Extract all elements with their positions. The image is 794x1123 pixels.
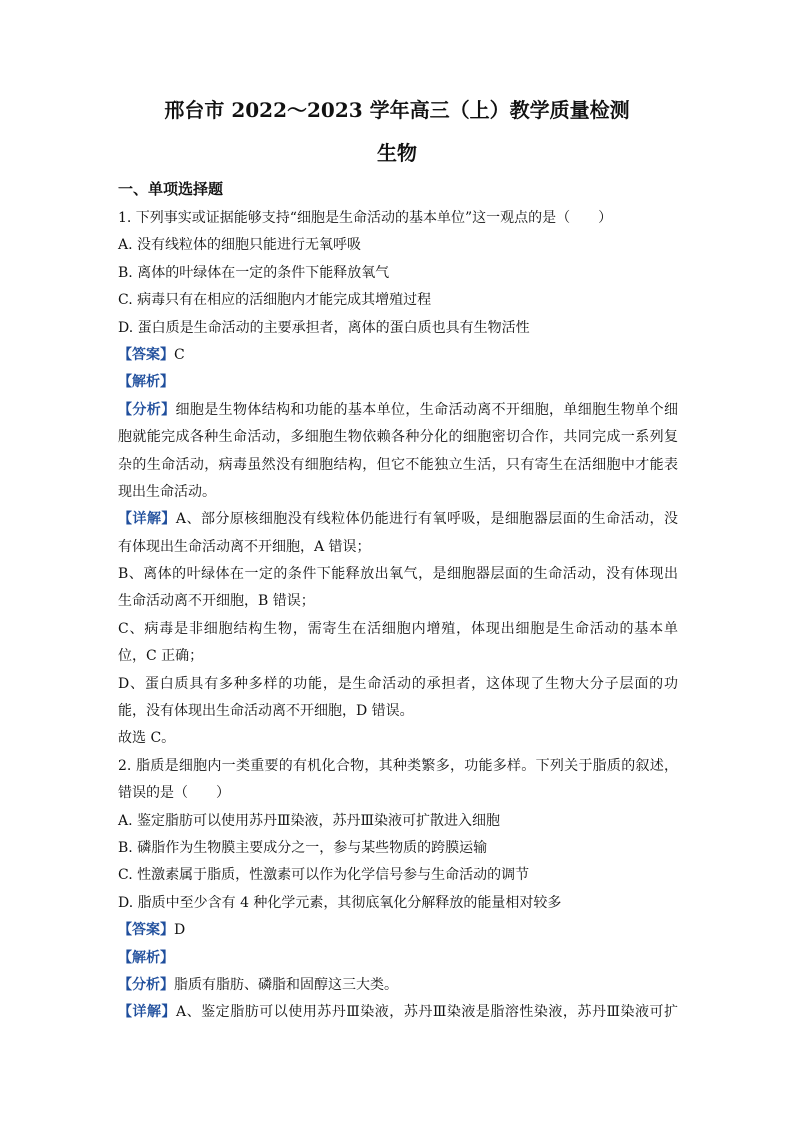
fenxi-tag: 【分析】	[118, 401, 176, 418]
question-2-analysis-heading	[118, 945, 678, 972]
analysis-tag: 【解析】	[118, 374, 174, 391]
question-1-xiangjie-line: 生命活动离不开细胞，B 错误；	[118, 593, 315, 610]
question-1-conclusion: 故选 C。	[118, 730, 176, 747]
question-2-fenxi-line	[118, 972, 678, 999]
question-1-analysis-heading	[118, 369, 678, 396]
answer-value: D	[174, 922, 186, 939]
section-heading: 一、单项选择题	[118, 180, 224, 198]
answer-value: C	[174, 346, 185, 363]
question-1-fenxi-line: 现出生命活动。	[118, 483, 216, 500]
question-2-xiangjie-line	[118, 999, 678, 1026]
question-1-xiangjie-line: C、病毒是非细胞结构生物，需寄生在活细胞内增殖，体现出细胞是生命活动的基本单	[118, 620, 678, 637]
question-2-option-b: B. 磷脂作为生物膜主要成分之一，参与某些物质的跨膜运输	[118, 839, 488, 856]
xiangjie-text: A、鉴定脂肪可以使用苏丹Ⅲ染液，苏丹Ⅲ染液是脂溶性染液，苏丹Ⅲ染液可扩	[176, 1004, 678, 1021]
question-2-answer	[118, 917, 678, 944]
question-1-xiangjie-line	[118, 506, 678, 533]
question-1-xiangjie-line: 有体现出生命活动离不开细胞，A 错误；	[118, 538, 371, 555]
xiangjie-text: A、部分原核细胞没有线粒体仍能进行有氧呼吸，是细胞器层面的生命活动，没	[175, 511, 679, 528]
fenxi-tag: 【分析】	[118, 976, 174, 993]
question-2-stem: 2. 脂质是细胞内一类重要的有机化合物，其种类繁多，功能多样。下列关于脂质的叙述，	[118, 757, 678, 774]
questions-body	[118, 205, 678, 1027]
analysis-tag: 【解析】	[118, 949, 174, 966]
xiangjie-tag: 【详解】	[118, 1004, 177, 1021]
fenxi-text: 脂质有脂肪、磷脂和固醇这三大类。	[174, 976, 398, 993]
question-1-fenxi-line: 胞就能完成各种生命活动，多细胞生物依赖各种分化的细胞密切合作，共同完成一系列复	[118, 429, 678, 446]
xiangjie-tag: 【详解】	[118, 511, 176, 528]
question-1-stem: 1. 下列事实或证据能够支持“细胞是生命活动的基本单位”这一观点的是（ ）	[118, 210, 613, 226]
fenxi-text: 细胞是生物体结构和功能的基本单位，生命活动离不开细胞，单细胞生物单个细	[175, 401, 679, 418]
question-2-option-c: C. 性激素属于脂质，性激素可以作为化学信号参与生命活动的调节	[118, 867, 530, 884]
question-1-xiangjie-line: D、蛋白质具有多种多样的功能，是生命活动的承担者，这体现了生物大分子层面的功	[118, 675, 678, 692]
question-1-xiangjie-line: 能，没有体现出生命活动离不开细胞，D 错误。	[118, 703, 414, 720]
question-1-option-c: C. 病毒只有在相应的活细胞内才能完成其增殖过程	[118, 292, 432, 309]
question-1-option-a: A. 没有线粒体的细胞只能进行无氧呼吸	[118, 237, 362, 254]
question-1-xiangjie-line: B、离体的叶绿体在一定的条件下能释放出氧气，是细胞器层面的生命活动，没有体现出	[118, 566, 678, 583]
document-title: 邢台市 2022～2023 学年高三（上）教学质量检测	[164, 98, 630, 122]
question-1-xiangjie-line: 位，C 正确；	[118, 648, 204, 665]
answer-tag: 【答案】	[118, 346, 174, 363]
question-2-option-a: A. 鉴定脂肪可以使用苏丹Ⅲ染液，苏丹Ⅲ染液可扩散进入细胞	[118, 812, 501, 829]
question-2-stem: 错误的是（ ）	[118, 785, 230, 802]
question-2-option-d: D. 脂质中至少含有 4 种化学元素，其彻底氧化分解释放的能量相对较多	[118, 894, 562, 911]
question-1-option-b: B. 离体的叶绿体在一定的条件下能释放氧气	[118, 264, 390, 281]
question-1-fenxi-line: 杂的生命活动，病毒虽然没有细胞结构，但它不能独立生活，只有寄生在活细胞中才能表	[118, 456, 678, 473]
answer-tag: 【答案】	[118, 922, 174, 939]
question-1-option-d: D. 蛋白质是生命活动的主要承担者，离体的蛋白质也具有生物活性	[118, 319, 530, 336]
question-1-fenxi-line	[118, 397, 678, 424]
subject-title: 生物	[377, 141, 417, 165]
question-1-answer	[118, 342, 678, 369]
